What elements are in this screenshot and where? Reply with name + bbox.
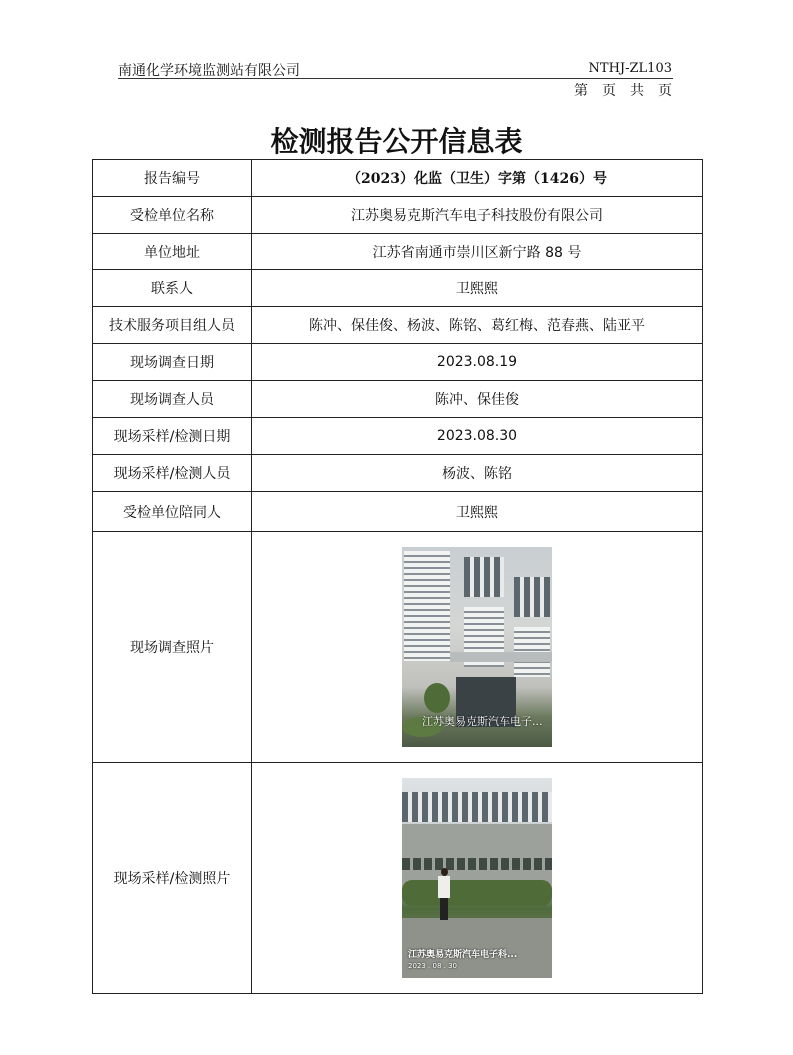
report-number: （2023）化监（卫生）字第（1426）号 (252, 160, 703, 197)
table-row (93, 197, 703, 234)
table-row (93, 455, 703, 492)
table-row (93, 270, 703, 307)
table-row (93, 160, 703, 197)
row-label: 现场采样/检测人员 (93, 455, 252, 492)
row-label: 现场调查人员 (93, 381, 252, 418)
hedge (402, 880, 552, 906)
person-torso (438, 876, 450, 898)
photo-cell (252, 532, 703, 763)
table-row (93, 418, 703, 455)
site-survey-photo (402, 547, 552, 747)
row-value: 卫熙熙 (252, 270, 703, 307)
row-value: 江苏省南通市崇川区新宁路 88 号 (252, 234, 703, 270)
table-row (93, 381, 703, 418)
tree (424, 683, 450, 713)
building-window (514, 577, 550, 617)
photo-watermark: 江苏奥易克斯汽车电子科... (408, 950, 518, 960)
row-label: 单位地址 (93, 234, 252, 270)
row-value: 江苏奥易克斯汽车电子科技股份有限公司 (252, 197, 703, 234)
photo-label: 现场调查照片 (93, 532, 252, 763)
sampling-photo (402, 778, 552, 978)
table-row (93, 492, 703, 532)
row-label: 现场采样/检测日期 (93, 418, 252, 455)
person-legs (440, 898, 448, 920)
row-value: 杨波、陈铭 (252, 455, 703, 492)
staff-person (438, 868, 450, 920)
photo-watermark: 江苏奥易克斯汽车电子... (422, 715, 543, 728)
row-value: 2023.08.19 (252, 344, 703, 381)
photo-cell (252, 763, 703, 994)
info-table (92, 159, 703, 994)
row-value: 卫熙熙 (252, 492, 703, 532)
page-info: 第页共页 (574, 83, 686, 99)
row-label: 受检单位陪同人 (93, 492, 252, 532)
building-wall (402, 824, 552, 884)
row-label: 现场调查日期 (93, 344, 252, 381)
person-head (441, 868, 448, 876)
table-row (93, 344, 703, 381)
table-row (93, 532, 703, 763)
header-divider (118, 78, 673, 79)
table-row (93, 234, 703, 270)
row-label: 联系人 (93, 270, 252, 307)
building-window (464, 557, 504, 597)
canopy (450, 652, 552, 662)
facade-slats (404, 551, 450, 661)
row-label: 技术服务项目组人员 (93, 307, 252, 344)
row-label: 报告编号 (93, 160, 252, 197)
document-code: NTHJ-ZL103 (588, 61, 672, 76)
photo-label: 现场采样/检测照片 (93, 763, 252, 994)
page-title: 检测报告公开信息表 (270, 125, 523, 158)
table-row (93, 763, 703, 994)
row-value: 2023.08.30 (252, 418, 703, 455)
row-value: 陈冲、保佳俊、杨波、陈铭、葛红梅、范春燕、陆亚平 (252, 307, 703, 344)
company-name: 南通化学环境监测站有限公司 (118, 63, 300, 79)
row-label: 受检单位名称 (93, 197, 252, 234)
photo-watermark-date: 2023 . 08 . 30 (408, 962, 457, 970)
building-windows (402, 792, 552, 822)
row-value: 陈冲、保佳俊 (252, 381, 703, 418)
table-row (93, 307, 703, 344)
company-sign (402, 858, 552, 870)
